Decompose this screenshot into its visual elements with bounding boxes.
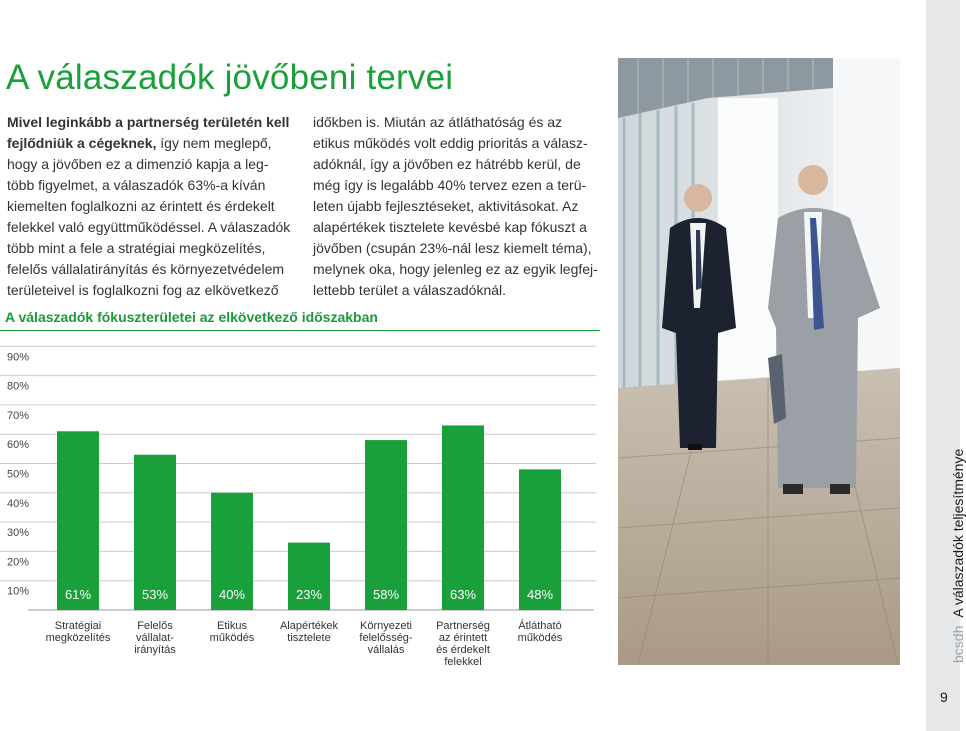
category-label: Környezeti [360, 620, 412, 632]
sidebar-brand: bcsdh [950, 625, 966, 663]
category-label: működés [209, 632, 255, 644]
text-line: még így is legalább 40% tervez ezen a terü- [313, 177, 587, 193]
category-label: Átlátható [518, 620, 562, 632]
category-label: Partnerség [436, 620, 490, 632]
body-text-column-2 [313, 112, 598, 301]
y-tick-label: 10% [7, 585, 30, 598]
text-line: több figyelmet, a válaszadók 63%-a kíván [7, 177, 266, 193]
text-line: adóknál, így a jövőben ez hátrébb kerül, de [313, 156, 581, 172]
bar [57, 431, 99, 610]
category-label: felekkel [444, 656, 482, 668]
category-label: az érintett [438, 632, 488, 644]
category-label: Etikus [217, 620, 247, 632]
text-line: fejlődniük a cégeknek, [7, 135, 157, 151]
text-line: így nem meglepő, [156, 135, 272, 151]
category-label: tisztelete [287, 632, 331, 644]
text-line: etikus működés volt eddig prioritás a válasz- [313, 135, 588, 151]
bar [442, 425, 484, 610]
bar-value-label: 23% [295, 587, 323, 602]
category-label: irányítás [134, 644, 176, 656]
category-label: megközelítés [45, 632, 111, 644]
category-label: Stratégiai [54, 620, 102, 632]
y-tick-label: 80% [7, 380, 30, 393]
category-label: működés [517, 632, 563, 644]
bar-value-label: 40% [218, 587, 246, 602]
bar-chart [0, 334, 600, 674]
text-line: területeivel is foglalkozni fog az elkövetkező [7, 282, 279, 298]
text-line: Mivel leginkább a partnerség területén kell [7, 114, 290, 130]
text-line: felelős vállalatirányítás és környezetvédelem [7, 261, 285, 277]
y-tick-label: 20% [7, 556, 30, 569]
category-label: vállalás [367, 644, 405, 656]
text-line: melynek oka, hogy jelenleg ez az egyik legfej- [313, 261, 598, 277]
page-title: A válaszadók jövőbeni tervei [6, 58, 454, 97]
text-line: felekkel való együttműködéssel. A válaszadók [7, 219, 291, 235]
text-line: több mint a fele a stratégiai megközelítés, [7, 240, 266, 256]
text-line: leten újabb fejlesztéseket, aktivitásokat. Az [313, 198, 579, 214]
text-line: kiemelten foglalkozni az érintett és érdekelt [7, 198, 275, 214]
sidebar-section-title: A válaszadók teljesítménye [950, 448, 966, 618]
chart-title: A válaszadók fókuszterületei az elkövetkező időszakban [5, 309, 378, 325]
bar-value-label: 53% [141, 587, 169, 602]
y-tick-label: 60% [7, 439, 30, 452]
bar-value-label: 58% [372, 587, 400, 602]
category-label: és érdekelt [436, 644, 490, 656]
body-text-column-1 [7, 112, 297, 301]
bar [365, 440, 407, 610]
category-label: felelősség- [359, 632, 413, 644]
category-label: Felelős [137, 620, 173, 632]
chart-title-rule [0, 330, 600, 331]
bar-value-label: 63% [449, 587, 477, 602]
y-tick-label: 30% [7, 527, 30, 540]
category-label: Alapértékek [279, 620, 339, 632]
y-tick-label: 70% [7, 409, 30, 422]
text-line: időkben is. Miután az átláthatóság és az [313, 114, 563, 130]
text-line: hogy a jövőben ez a dimenzió kapja a leg- [7, 156, 269, 172]
text-line: lettebb terület a válaszadóknál. [313, 282, 507, 298]
bar-value-label: 61% [64, 587, 92, 602]
y-tick-label: 40% [7, 497, 30, 510]
bar-value-label: 48% [526, 587, 554, 602]
y-tick-label: 90% [7, 351, 30, 364]
category-label: vállalat- [136, 632, 174, 644]
sidebar-section-label [950, 449, 966, 663]
y-tick-label: 50% [7, 468, 30, 481]
text-line: jövőben (csupán 23%-nál lesz kiemelt téma), [313, 240, 592, 256]
business-people-photo [618, 58, 900, 665]
page-number: 9 [940, 689, 948, 705]
text-line: alapértékek tisztelete kevésbé kap fókuszt a [313, 219, 587, 235]
